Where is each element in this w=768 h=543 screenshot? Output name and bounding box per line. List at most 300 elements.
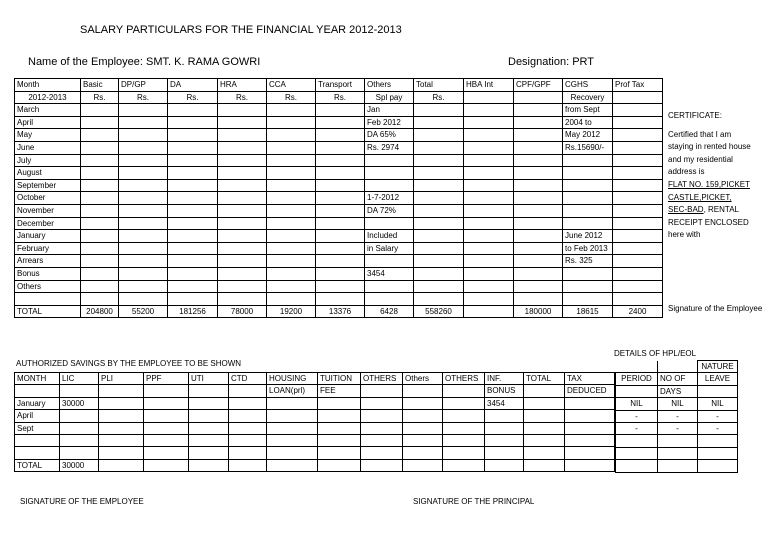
table-cell — [514, 179, 563, 192]
table-cell — [267, 154, 316, 167]
table-cell: Spl pay — [365, 91, 414, 104]
table-cell — [563, 167, 613, 180]
table-cell — [443, 397, 485, 409]
table-cell: NIL — [658, 398, 698, 410]
table-cell — [318, 459, 361, 471]
table-cell — [267, 280, 316, 293]
table-cell — [168, 280, 218, 293]
table-cell — [267, 267, 316, 280]
certificate-address: CASTLE,PICKET, — [668, 192, 732, 202]
table-cell: 18615 — [563, 305, 613, 318]
table-cell — [229, 410, 267, 422]
table-cell — [119, 267, 168, 280]
table-cell: 1-7-2012 — [365, 192, 414, 205]
column-subheader — [361, 385, 403, 397]
column-header: OTHERS — [361, 373, 403, 385]
table-cell — [565, 435, 615, 447]
table-cell — [189, 397, 229, 409]
table-cell — [563, 217, 613, 230]
table-cell — [81, 242, 119, 255]
table-cell — [464, 204, 514, 217]
certificate-line: RECEIPT ENCLOSED — [668, 217, 749, 227]
table-cell — [168, 116, 218, 129]
column-header: CPF/GPF — [514, 79, 563, 92]
table-cell — [658, 447, 698, 459]
table-cell — [414, 242, 464, 255]
table-cell — [316, 217, 365, 230]
column-header: Prof Tax — [613, 79, 663, 92]
table-cell — [485, 410, 524, 422]
certificate-block — [668, 110, 768, 242]
column-subheader — [99, 385, 144, 397]
table-cell — [613, 167, 663, 180]
table-row — [15, 280, 663, 293]
table-cell — [218, 167, 267, 180]
column-header: MONTH — [15, 373, 60, 385]
column-subheader — [229, 385, 267, 397]
table-cell — [464, 192, 514, 205]
table-cell: TOTAL — [15, 459, 60, 471]
table-cell — [414, 116, 464, 129]
column-subheader — [189, 385, 229, 397]
table-row — [15, 305, 663, 318]
table-cell — [613, 204, 663, 217]
certificate-line: here with — [668, 230, 701, 240]
table-cell — [616, 460, 658, 472]
table-cell — [316, 154, 365, 167]
table-row — [616, 398, 738, 410]
table-cell: Rs. — [119, 91, 168, 104]
table-cell — [613, 293, 663, 306]
table-cell — [119, 141, 168, 154]
table-cell — [60, 422, 99, 434]
table-cell — [168, 141, 218, 154]
table-cell: August — [15, 167, 81, 180]
table-cell — [485, 447, 524, 459]
certificate-line: Certified that I am — [668, 129, 732, 139]
table-cell — [144, 410, 189, 422]
column-subheader: BONUS — [485, 385, 524, 397]
table-row — [15, 116, 663, 129]
table-cell — [464, 217, 514, 230]
table-cell: 30000 — [60, 397, 99, 409]
table-cell — [613, 154, 663, 167]
table-cell — [316, 129, 365, 142]
table-cell — [365, 280, 414, 293]
table-cell: 19200 — [267, 305, 316, 318]
table-cell: 55200 — [119, 305, 168, 318]
table-cell — [464, 242, 514, 255]
table-cell: 30000 — [60, 459, 99, 471]
column-header: UTI — [189, 373, 229, 385]
table-cell — [514, 104, 563, 117]
table-cell: February — [15, 242, 81, 255]
table-row — [15, 217, 663, 230]
table-cell — [698, 447, 738, 459]
table-cell — [524, 459, 565, 471]
table-row — [15, 141, 663, 154]
column-header: DP/GP — [119, 79, 168, 92]
table-cell — [514, 116, 563, 129]
table-cell — [267, 129, 316, 142]
table-cell — [514, 154, 563, 167]
table-cell — [316, 104, 365, 117]
table-cell — [267, 230, 316, 243]
table-cell — [414, 129, 464, 142]
table-cell — [443, 422, 485, 434]
table-cell — [81, 116, 119, 129]
table-header-row — [15, 373, 615, 385]
table-cell — [565, 397, 615, 409]
table-cell — [267, 104, 316, 117]
column-header: Others — [403, 373, 443, 385]
table-cell: 3454 — [365, 267, 414, 280]
table-cell — [267, 410, 318, 422]
table-cell — [267, 459, 318, 471]
table-cell — [464, 141, 514, 154]
certificate-line: , RENTAL — [703, 205, 739, 215]
table-cell — [464, 116, 514, 129]
table-cell — [464, 167, 514, 180]
table-cell — [267, 422, 318, 434]
table-cell — [414, 192, 464, 205]
table-cell — [119, 192, 168, 205]
table-cell — [119, 280, 168, 293]
table-cell: April — [15, 116, 81, 129]
table-cell — [361, 410, 403, 422]
hpl-header: NATURE — [698, 361, 738, 373]
table-cell — [524, 435, 565, 447]
table-cell — [168, 267, 218, 280]
table-row — [15, 104, 663, 117]
hpl-heading: DETAILS OF HPL/EOL — [614, 349, 697, 358]
table-cell — [119, 167, 168, 180]
table-cell: June — [15, 141, 81, 154]
table-cell — [403, 397, 443, 409]
column-subheader: FEE — [318, 385, 361, 397]
table-cell — [403, 459, 443, 471]
table-cell: Rs. — [267, 91, 316, 104]
table-cell — [318, 397, 361, 409]
table-row — [15, 255, 663, 268]
table-cell — [365, 217, 414, 230]
table-row — [15, 154, 663, 167]
table-cell — [464, 91, 514, 104]
hpl-header: PERIOD — [616, 373, 658, 385]
hpl-header: NO OF — [658, 373, 698, 385]
table-cell — [464, 179, 514, 192]
table-cell: 2012-2013 — [15, 91, 81, 104]
table-cell — [81, 192, 119, 205]
table-cell — [414, 167, 464, 180]
table-cell — [613, 192, 663, 205]
table-cell — [168, 167, 218, 180]
table-cell: DA 65% — [365, 129, 414, 142]
table-cell: Arrears — [15, 255, 81, 268]
hpl-table — [615, 360, 738, 473]
table-cell: Rs. 2974 — [365, 141, 414, 154]
table-cell — [565, 422, 615, 434]
table-cell — [361, 435, 403, 447]
table-cell — [514, 204, 563, 217]
table-cell — [168, 217, 218, 230]
table-cell — [361, 447, 403, 459]
table-row — [15, 91, 663, 104]
certificate-line: address is — [668, 167, 705, 177]
column-header: HBA Int — [464, 79, 514, 92]
table-cell — [218, 129, 267, 142]
table-cell — [565, 459, 615, 471]
table-cell — [218, 154, 267, 167]
table-cell: Rs. 325 — [563, 255, 613, 268]
table-cell: Recovery — [563, 91, 613, 104]
table-cell: 6428 — [365, 305, 414, 318]
table-cell — [81, 230, 119, 243]
table-cell: January — [15, 230, 81, 243]
table-cell — [99, 410, 144, 422]
table-cell — [514, 91, 563, 104]
table-cell: 558260 — [414, 305, 464, 318]
table-row — [15, 422, 615, 434]
table-cell: Rs. — [316, 91, 365, 104]
table-cell — [168, 154, 218, 167]
table-cell — [99, 435, 144, 447]
employee-name: Name of the Employee: SMT. K. RAMA GOWRI — [28, 56, 261, 68]
table-cell — [524, 422, 565, 434]
column-header: Others — [365, 79, 414, 92]
table-cell — [514, 267, 563, 280]
table-cell: - — [616, 423, 658, 435]
table-cell — [189, 447, 229, 459]
table-cell: Jan — [365, 104, 414, 117]
certificate-heading: CERTIFICATE: — [668, 111, 722, 120]
column-subheader — [144, 385, 189, 397]
table-cell — [414, 280, 464, 293]
column-subheader — [443, 385, 485, 397]
table-cell — [119, 242, 168, 255]
table-cell — [81, 217, 119, 230]
table-cell — [144, 397, 189, 409]
table-cell — [365, 154, 414, 167]
table-cell — [144, 459, 189, 471]
table-cell — [414, 179, 464, 192]
table-cell: Included — [365, 230, 414, 243]
principal-signature-footer: SIGNATURE OF THE PRINCIPAL — [413, 497, 535, 506]
table-cell — [15, 293, 81, 306]
table-cell — [168, 204, 218, 217]
table-cell: - — [698, 423, 738, 435]
table-cell — [613, 129, 663, 142]
table-cell: from Sept — [563, 104, 613, 117]
table-cell — [514, 167, 563, 180]
table-cell — [99, 459, 144, 471]
table-row — [15, 129, 663, 142]
table-cell — [514, 230, 563, 243]
table-cell — [514, 255, 563, 268]
table-cell: 2004 to — [563, 116, 613, 129]
certificate-line: staying in rented house — [668, 142, 751, 152]
table-cell — [464, 104, 514, 117]
table-cell — [514, 141, 563, 154]
table-cell — [218, 141, 267, 154]
certificate-address: SEC-BAD — [668, 205, 704, 215]
table-cell: May 2012 — [563, 129, 613, 142]
table-cell — [218, 217, 267, 230]
table-cell — [414, 267, 464, 280]
table-cell — [119, 154, 168, 167]
table-cell — [658, 435, 698, 447]
table-cell — [613, 179, 663, 192]
table-cell — [267, 167, 316, 180]
table-row — [15, 230, 663, 243]
table-row — [15, 179, 663, 192]
table-cell — [168, 230, 218, 243]
table-cell — [60, 447, 99, 459]
table-cell — [144, 447, 189, 459]
table-cell — [267, 179, 316, 192]
table-cell — [81, 293, 119, 306]
table-cell: Rs.15690/- — [563, 141, 613, 154]
table-cell — [485, 459, 524, 471]
table-cell — [267, 192, 316, 205]
table-row — [15, 192, 663, 205]
table-cell — [563, 154, 613, 167]
table-cell — [99, 447, 144, 459]
table-cell — [168, 255, 218, 268]
table-cell — [443, 459, 485, 471]
table-cell — [218, 179, 267, 192]
table-row — [616, 460, 738, 472]
savings-table — [14, 372, 615, 472]
certificate-address: FLAT NO. 159,PICKET — [668, 179, 750, 189]
table-cell: 180000 — [514, 305, 563, 318]
table-cell — [267, 447, 318, 459]
column-header: OTHERS — [443, 373, 485, 385]
table-cell — [443, 447, 485, 459]
table-cell — [414, 104, 464, 117]
designation: Designation: PRT — [508, 56, 595, 68]
table-cell — [318, 435, 361, 447]
column-header: TAX — [565, 373, 615, 385]
table-cell — [267, 141, 316, 154]
table-cell — [218, 267, 267, 280]
column-header: INF. — [485, 373, 524, 385]
column-subheader: LOAN(prl) — [267, 385, 318, 397]
table-cell: November — [15, 204, 81, 217]
table-row — [15, 242, 663, 255]
table-cell — [698, 435, 738, 447]
table-cell: May — [15, 129, 81, 142]
table-cell: Rs. — [81, 91, 119, 104]
table-cell — [316, 293, 365, 306]
table-cell: in Salary — [365, 242, 414, 255]
table-cell — [616, 435, 658, 447]
table-cell — [168, 293, 218, 306]
table-cell — [218, 204, 267, 217]
table-cell: Rs. — [414, 91, 464, 104]
table-cell — [403, 410, 443, 422]
table-cell — [267, 255, 316, 268]
column-header: PLI — [99, 373, 144, 385]
table-cell — [81, 267, 119, 280]
table-cell — [514, 192, 563, 205]
column-subheader — [524, 385, 565, 397]
table-subheader-row — [15, 385, 615, 397]
table-cell: - — [616, 410, 658, 422]
table-cell — [229, 435, 267, 447]
table-row — [15, 293, 663, 306]
table-cell — [365, 293, 414, 306]
table-cell — [414, 255, 464, 268]
table-cell — [318, 447, 361, 459]
table-cell — [464, 267, 514, 280]
table-cell — [524, 397, 565, 409]
table-cell: June 2012 — [563, 230, 613, 243]
table-cell — [361, 422, 403, 434]
table-cell — [15, 435, 60, 447]
table-row — [15, 267, 663, 280]
table-cell — [229, 422, 267, 434]
table-cell — [60, 435, 99, 447]
table-cell — [119, 179, 168, 192]
table-cell — [485, 422, 524, 434]
table-cell — [316, 192, 365, 205]
table-cell — [316, 179, 365, 192]
table-cell — [81, 179, 119, 192]
table-cell — [218, 293, 267, 306]
table-cell — [698, 460, 738, 472]
table-cell — [403, 447, 443, 459]
table-cell — [414, 217, 464, 230]
column-header: Month — [15, 79, 81, 92]
table-cell — [514, 293, 563, 306]
table-cell: to Feb 2013 — [563, 242, 613, 255]
table-cell — [119, 293, 168, 306]
table-cell — [316, 116, 365, 129]
table-cell — [524, 410, 565, 422]
hpl-header: LEAVE — [698, 373, 738, 385]
table-cell: 3454 — [485, 397, 524, 409]
table-cell — [514, 129, 563, 142]
salary-table — [14, 78, 663, 318]
table-cell — [613, 267, 663, 280]
column-subheader — [15, 385, 60, 397]
table-cell — [267, 435, 318, 447]
table-cell: Rs. — [218, 91, 267, 104]
table-row — [616, 410, 738, 422]
table-cell — [119, 255, 168, 268]
table-cell — [60, 410, 99, 422]
table-cell — [613, 104, 663, 117]
table-cell — [218, 255, 267, 268]
table-cell: TOTAL — [15, 305, 81, 318]
table-row — [15, 459, 615, 471]
table-cell — [218, 104, 267, 117]
column-header: HOUSING — [267, 373, 318, 385]
table-cell — [565, 410, 615, 422]
table-cell — [563, 280, 613, 293]
table-cell — [229, 447, 267, 459]
table-cell: 78000 — [218, 305, 267, 318]
table-cell — [658, 460, 698, 472]
table-cell — [119, 129, 168, 142]
table-cell: - — [698, 410, 738, 422]
column-header: LIC — [60, 373, 99, 385]
document-title: SALARY PARTICULARS FOR THE FINANCIAL YEAR 2012-2013 — [80, 24, 402, 36]
table-cell: Feb 2012 — [365, 116, 414, 129]
table-cell: October — [15, 192, 81, 205]
table-cell — [119, 217, 168, 230]
